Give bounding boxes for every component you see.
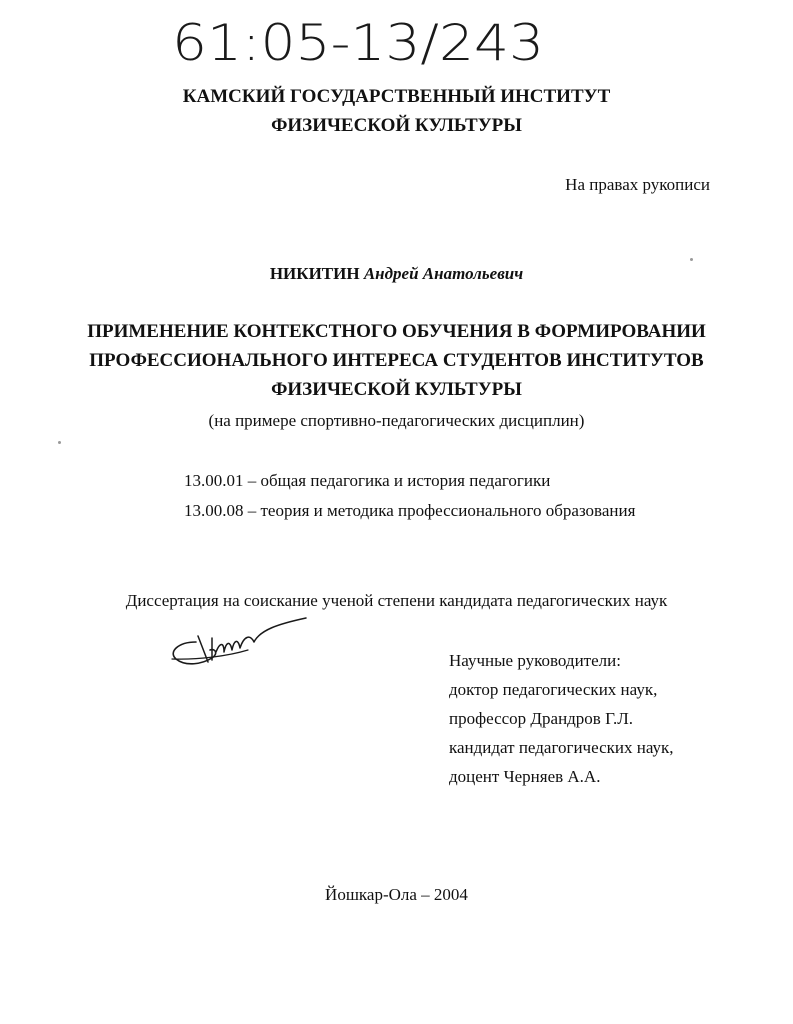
author-name: [0, 263, 793, 285]
author-given-names: Андрей Анатольевич: [363, 264, 524, 283]
advisors-heading: Научные руководители:: [449, 651, 621, 670]
scan-speck: [690, 258, 693, 261]
place-and-year: Йошкар-Ола – 2004: [325, 885, 468, 904]
dissertation-subtitle: (на примере спортивно-педагогических дисциплин): [208, 411, 585, 430]
dissertation-title-line1: ПРИМЕНЕНИЕ КОНТЕКСТНОГО ОБУЧЕНИЯ В ФОРМИРОВАНИИ: [87, 321, 706, 342]
scan-speck: [58, 441, 61, 444]
advisor-2-degree: кандидат педагогических наук,: [449, 738, 674, 757]
institution-name-line1: КАМСКИЙ ГОСУДАРСТВЕННЫЙ ИНСТИТУТ: [182, 86, 611, 107]
author-signature: [168, 612, 313, 674]
specialty-code-1: 13.00.01 – общая педагогика и история педагогики: [184, 471, 551, 490]
handwritten-registry-code: [172, 8, 552, 70]
author-surname: НИКИТИН: [269, 264, 360, 283]
advisor-1-name: профессор Драндров Г.Л.: [449, 709, 634, 728]
dissertation-title-line2: ПРОФЕССИОНАЛЬНОГО ИНТЕРЕСА СТУДЕНТОВ ИНСТИТУТОВ: [89, 350, 704, 371]
dissertation-title-line3: ФИЗИЧЕСКОЙ КУЛЬТУРЫ: [271, 379, 522, 400]
advisor-2-name: доцент Черняев А.А.: [449, 767, 601, 786]
manuscript-rights-note: На правах рукописи: [565, 175, 710, 194]
advisor-1-degree: доктор педагогических наук,: [449, 680, 658, 699]
specialty-code-2: 13.00.08 – теория и методика профессионального образования: [184, 501, 636, 520]
institution-name-line2: ФИЗИЧЕСКОЙ КУЛЬТУРЫ: [271, 115, 522, 136]
degree-statement: Диссертация на соискание ученой степени кандидата педагогических наук: [125, 591, 668, 610]
registry-code-text: 61:05-13/243: [172, 14, 544, 70]
